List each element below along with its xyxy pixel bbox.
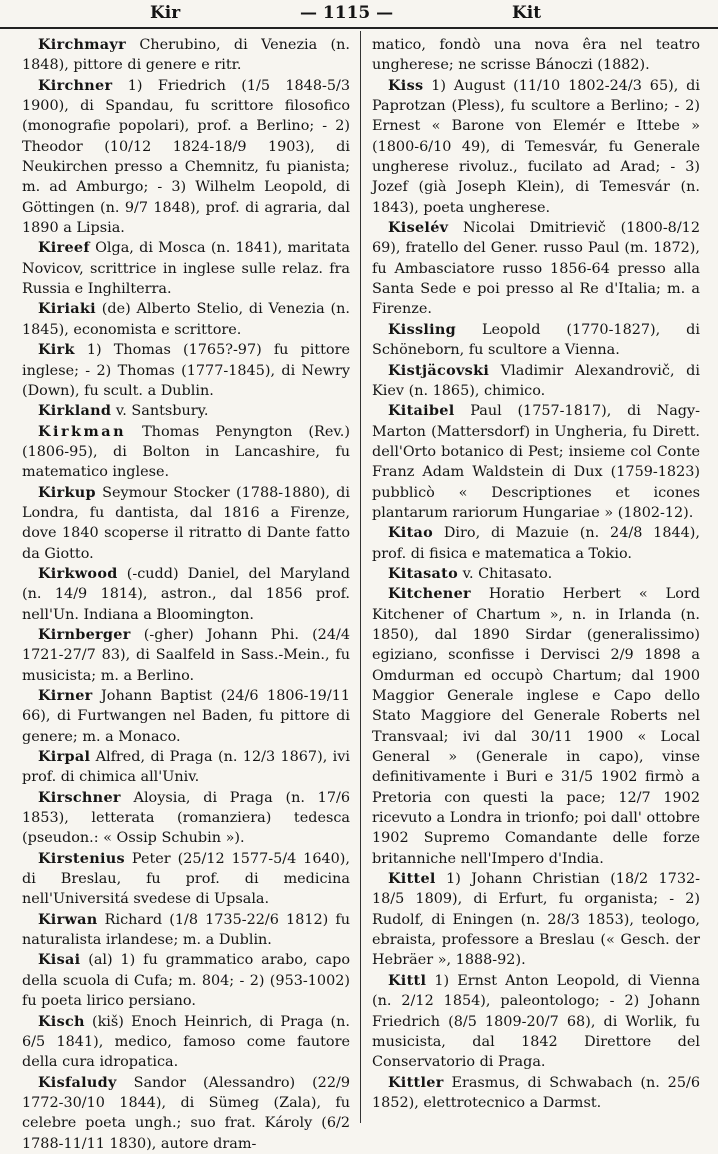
dictionary-entry — [22, 401, 350, 421]
entry-headword: Kireef — [38, 239, 90, 257]
entry-headword: Kirstenius — [38, 849, 125, 867]
dictionary-entry — [22, 35, 350, 76]
entry-text: Nicolai Dmitrievič (1800-8/12 69), fratello del Gener. russo Paul (m. 1872), fu Ambasciatore russo 1856-64 presso alla Santa Sede e poi presso al Re d'Italia; m. a Firenze. — [372, 220, 700, 318]
dictionary-entry — [22, 625, 350, 686]
dictionary-entry — [22, 1073, 350, 1154]
entry-text: v. Santsbury. — [111, 403, 209, 420]
entry-headword: Kiselév — [388, 219, 449, 237]
entry-text: Erasmus, di Schwabach (n. 25/6 1852), elettrotecnico a Darmst. — [372, 1074, 700, 1111]
entry-headword: Kittler — [388, 1073, 444, 1091]
entry-text: Olga, di Mosca (n. 1841), maritata Novicov, scrittrice in inglese sulle relaz. fra Russia e Inghilterra. — [22, 240, 350, 298]
entry-headword: Kisch — [38, 1012, 85, 1030]
right-column — [372, 35, 700, 1113]
header-rule — [0, 27, 718, 29]
entry-headword: Kirkland — [38, 402, 112, 420]
left-column — [22, 35, 350, 1154]
entry-text: Diro, di Mazuie (n. 24/8 1844), prof. di fisica e matematica a Tokio. — [372, 525, 700, 562]
entry-headword: Kirchner — [38, 76, 113, 94]
dictionary-entry — [22, 422, 350, 483]
entry-headword: Kisfaludy — [38, 1073, 117, 1091]
entry-text: v. Chitasato. — [458, 565, 553, 582]
dictionary-entry — [22, 1012, 350, 1073]
entry-headword: Kirwan — [38, 910, 98, 928]
entry-headword: Kirkup — [38, 483, 96, 501]
dictionary-entry — [22, 910, 350, 951]
dictionary-entry — [22, 849, 350, 910]
dictionary-entry — [22, 950, 350, 1011]
entry-text: 1) Thomas (1765?-97) fu pittore inglese; - 2) Thomas (1777-1845), di Newry (Down), fu scult. a Dublin. — [22, 342, 350, 399]
entry-headword: Kitchener — [388, 585, 471, 603]
dictionary-entry — [22, 483, 350, 564]
entry-text: Cherubino, di Venezia (n. 1848), pittore di genere e ritr. — [22, 37, 350, 74]
entry-text: matico, fondò una nova êra nel teatro ungherese; ne scrisse Bánoczi (1882). — [372, 37, 700, 74]
entry-text: (kiš) Enoch Heinrich, di Praga (n. 6/5 1841), medico, famoso come fautore della cura idropatica. — [22, 1013, 350, 1071]
entry-text: 1) Ernst Anton Leopold, di Vienna (n. 2/12 1854), paleontologo; - 2) Johann Friedrich (8/5 1809-20/7 68), di Worlik, fu musicista, dal 1842 Direttore del Conservatorio di Praga. — [372, 972, 700, 1071]
entry-text: Vladimir Alexandrovič, di Kiev (n. 1865), chimico. — [372, 362, 700, 399]
entry-headword: Kirnberger — [38, 625, 131, 643]
entry-text: (de) Alberto Stelio, di Venezia (n. 1845), economista e scrittore. — [22, 301, 350, 338]
entry-text: Thomas Penyngton (Rev.) (1806-95), di Bolton in Lancashire, fu matematico inglese. — [22, 423, 350, 481]
entry-text: Leopold (1770-1827), di Schöneborn, fu scultore a Vienna. — [372, 321, 700, 359]
entry-headword: Kirschner — [38, 788, 121, 806]
entry-headword: Kitasato — [388, 564, 459, 582]
entry-headword: Kissling — [388, 320, 457, 338]
dictionary-entry — [372, 361, 700, 402]
entry-headword: Kisai — [38, 951, 81, 969]
entry-headword: Kirkwood — [38, 564, 118, 582]
running-header — [0, 0, 718, 26]
entry-headword: Kiss — [388, 76, 424, 94]
column-divider — [360, 31, 361, 1123]
entry-headword: Kirkman — [38, 422, 127, 440]
entry-headword: Kirchmayr — [38, 36, 126, 53]
entry-text: Richard (1/8 1735-22/6 1812) fu naturalista irlandese; m. a Dublin. — [22, 911, 350, 949]
entry-text: Johann Baptist (24/6 1806-19/11 66), di Furtwangen nel Baden, fu pittore di genere; m. a Monaco. — [22, 688, 350, 745]
entry-headword: Kirpal — [38, 748, 91, 766]
dictionary-entry — [372, 401, 700, 523]
page-number: — 1115 — — [300, 3, 394, 23]
entry-headword: Kitaibel — [388, 402, 455, 420]
header-first-word: Kir — [150, 3, 181, 23]
entry-text: (-gher) Johann Phi. (24/4 1721-27/7 83), di Saalfeld in Sass.-Mein., fu musicista; m. a Berlino. — [22, 626, 350, 684]
dictionary-entry — [22, 299, 350, 340]
dictionary-entry — [22, 686, 350, 747]
entry-headword: Kistjäcovski — [388, 361, 490, 379]
entry-text: (-cudd) Daniel, del Maryland (n. 14/9 1814), astron., dal 1856 prof. nell'Un. Indiana a Bloomington. — [22, 565, 350, 623]
entry-text: Aloysia, di Praga (n. 17/6 1853), letterata (romanziera) tedesca (pseudon.: « Ossip Schubin »). — [22, 789, 350, 847]
dictionary-entry — [372, 584, 700, 869]
dictionary-entry — [22, 747, 350, 788]
entry-text: (al) 1) fu grammatico arabo, capo della scuola di Cufa; m. 804; - 2) (953-1002) fu poeta lirico persiano. — [22, 952, 350, 1010]
entry-text: Peter (25/12 1577-5/4 1640), di Breslau, fu prof. di medicina nell'Universitá svedese di Upsala. — [22, 850, 350, 908]
dictionary-entry — [372, 1073, 700, 1114]
dictionary-entry — [372, 523, 700, 564]
entry-headword: Kitao — [388, 524, 434, 542]
dictionary-entry — [372, 320, 700, 361]
entry-headword: Kittl — [388, 971, 427, 989]
dictionary-entry — [372, 35, 700, 76]
dictionary-entry — [372, 218, 700, 320]
entry-text: Seymour Stocker (1788-1880), di Londra, fu dantista, dal 1816 a Firenze, dove 1840 scoperse il ritratto di Dante fatto da Giotto. — [22, 484, 350, 562]
entry-text: Alfred, di Praga (n. 12/3 1867), ivi prof. di chimica all'Univ. — [22, 749, 350, 786]
entry-headword: Kirk — [38, 341, 75, 359]
dictionary-entry — [22, 76, 350, 239]
entry-text: 1) August (11/10 1802-24/3 65), di Paprotzan (Pless), fu scultore a Berlino; - 2) Ernest « Barone von Elemér e Ittebe » (1800-6/10 49), di Temesvár, fu Generale ungherese rivoluz., fucilato ad Arad; - 3) Jozef (già Joseph Klein), di Temesvár (n. 1843), poeta ungherese. — [372, 77, 700, 216]
entry-text: Sandor (Alessandro) (22/9 1772-30/10 1844), di Sümeg (Zala), fu celebre poeta ungh.; suo frat. Károly (6/2 1788-11/11 1830), autore dram- — [22, 1074, 350, 1152]
dictionary-entry — [22, 788, 350, 849]
dictionary-entry — [22, 564, 350, 625]
dictionary-entry — [22, 340, 350, 401]
dictionary-entry — [22, 238, 350, 299]
entry-text: 1) Friedrich (1/5 1848-5/3 1900), di Spandau, fu scrittore filosofico (monografie popolari), prof. a Berlino; - 2) Theodor (10/12 1824-18/9 1903), di Neukirchen presso a Chemnitz, fu pianista; m. ad Amburgo; - 3) Wilhelm Leopold, di Göttingen (n. 9/7 1848), prof. di agraria, dal 1890 a Lipsia. — [22, 77, 350, 237]
entry-headword: Kittel — [388, 870, 436, 888]
dictionary-entry — [372, 971, 700, 1073]
header-last-word: Kit — [512, 3, 542, 23]
dictionary-entry — [372, 564, 700, 584]
entry-headword: Kirner — [38, 687, 93, 704]
entry-text: 1) Johann Christian (18/2 1732-18/5 1809), di Erfurt, fu organista; - 2) Rudolf, di Eningen (n. 28/3 1853), teologo, ebraista, professore a Breslau (« Gesch. der Hebräer », 1888-92). — [372, 871, 700, 969]
entry-text: Paul (1757-1817), di Nagy-Marton (Mattersdorf) in Ungheria, fu Dirett. dell'Orto botanico di Pest; insieme col Conte Franz Adam Waldstein di Dux (1759-1823) pubblicò « Descriptiones et icones plantarum rariorum Hungariae » (1802-12). — [372, 403, 700, 521]
dictionary-entry — [372, 869, 700, 971]
dictionary-entry — [372, 76, 700, 218]
entry-headword: Kiriaki — [38, 300, 96, 318]
entry-text: Horatio Herbert « Lord Kitchener of Chartum », n. in Irlanda (n. 1850), dal 1890 Sirdar (generalissimo) egiziano, sconfisse i Dervisci 2/9 1898 a Omdurman ed occupò Chartum; dal 1900 Maggior Generale inglese e Capo dello Stato Maggiore del Generale Roberts nel Transvaal; ivi dal 30/11 1900 « Local General » (Generale in capo), vinse definitivamente i Buri e 31/5 1902 firmò a Pretoria con questi la pace; 12/7 1902 ricevuto a Londra in trionfo; poi dall' ottobre 1902 Supremo Comandante delle forze britanniche nell'Impero d'India. — [372, 586, 700, 867]
